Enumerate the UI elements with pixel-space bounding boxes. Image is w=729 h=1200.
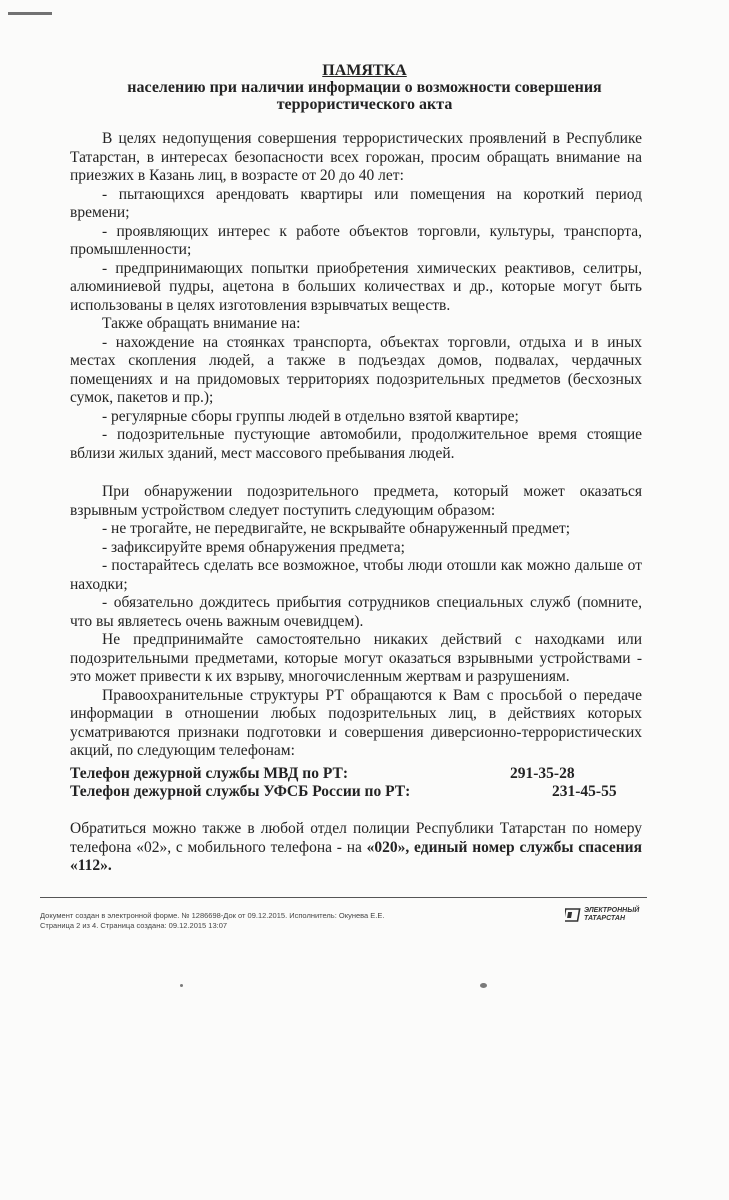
- list-item: - обязательно дождитесь прибытия сотрудников специальных служб (помните, что вы являетесь очень важным очевидцем).: [70, 594, 642, 630]
- scan-speck: [180, 984, 183, 987]
- electronic-tatarstan-logo: [565, 907, 639, 923]
- phone-list: [70, 765, 630, 801]
- list-item: - предпринимающих попытки приобретения химических реактивов, селитры, алюминиевой пудры, ацетона в больших количествах и др., которые могут быть использованы в целях изготовления взрывчатых веществ.: [70, 259, 642, 314]
- closing-text: Обратиться можно также в любой отдел полиции Республики Татарстан по номеру телефона «02», с мобильного телефона - на: [70, 820, 642, 856]
- logo-line-1: ЭЛЕКТРОННЫЙ: [584, 907, 640, 914]
- closing-paragraph: [70, 820, 642, 876]
- phone-row-ufsb: [70, 783, 630, 801]
- list-item: - зафиксируйте время обнаружения предмета;: [102, 538, 405, 556]
- logo-line-2: ТАТАРСТАН: [584, 915, 625, 922]
- title-main: ПАМЯТКА: [322, 62, 407, 79]
- title-line-2: населению при наличии информации о возможности совершения: [127, 79, 602, 96]
- paragraph: Также обращать внимание на:: [102, 315, 301, 332]
- phone-label: Телефон дежурной службы МВД по РТ:: [70, 765, 349, 782]
- scan-mark: [8, 12, 52, 15]
- paragraph: Правоохранительные структуры РТ обращаются к Вам с просьбой о передаче информации в отношении любых подозрительных лиц, в действиях которых усматриваются признаки подготовки и совершения диверсионно-террористических акций, по следующим телефонам:: [70, 686, 642, 759]
- footer-meta: [40, 911, 384, 931]
- footer-line-1: Документ создан в электронной форме. № 1286698-Док от 09.12.2015. Исполнитель: Окунева Е.Е.: [40, 911, 385, 920]
- phone-number: 231-45-55: [552, 783, 617, 800]
- list-item: - постарайтесь сделать все возможное, чтобы люди отошли как можно дальше от находки;: [70, 557, 642, 593]
- closing-bold: «020», единый номер службы спасения «112».: [70, 838, 642, 874]
- phone-label: Телефон дежурной службы УФСБ России по РТ:: [70, 783, 411, 800]
- list-item: - пытающихся арендовать квартиры или помещения на короткий период времени;: [70, 185, 642, 221]
- phone-number: 291-35-28: [510, 765, 575, 782]
- paragraph: При обнаружении подозрительного предмета, который может оказаться взрывным устройством следует поступить следующим образом:: [70, 483, 642, 519]
- phone-row-mvd: [70, 765, 630, 783]
- list-item: - регулярные сборы группы людей в отдельно взятой квартире;: [102, 407, 519, 425]
- document-body: [70, 130, 642, 761]
- paragraph: В целях недопущения совершения террористических проявлений в Республике Татарстан, в интересах безопасности всех горожан, просим обращать внимание на приезжих в Казань лиц, в возрасте от 20 до 40 лет:: [70, 130, 642, 184]
- list-item: - нахождение на стоянках транспорта, объектах торговли, отдыха и в иных местах скопления людей, а также в подъездах домов, подвалах, чердачных помещениях и на придомовых территориях подозрительных предметов (бесхозных сумок, пакетов и пр.);: [70, 333, 642, 406]
- logo-icon: [565, 907, 581, 923]
- footer-divider: [40, 897, 647, 898]
- list-item: - проявляющих интерес к работе объектов торговли, культуры, транспорта, промышленности;: [70, 222, 642, 258]
- scan-speck: [480, 983, 487, 988]
- footer-line-2: Страница 2 из 4. Страница создана: 09.12.2015 13:07: [40, 921, 228, 930]
- paragraph: Не предпринимайте самостоятельно никаких действий с находками или подозрительными предметами, которые могут оказаться взрывными устройствами - это может привести к их взрыву, многочисленным жертвам и разрушениям.: [70, 631, 642, 685]
- list-item: - не трогайте, не передвигайте, не вскрывайте обнаруженный предмет;: [102, 520, 571, 537]
- title-line-3: террористического акта: [276, 96, 453, 113]
- list-item: - подозрительные пустующие автомобили, продолжительное время стоящие вблизи жилых зданий, мест массового пребывания людей.: [70, 426, 642, 462]
- document-title: [0, 62, 729, 113]
